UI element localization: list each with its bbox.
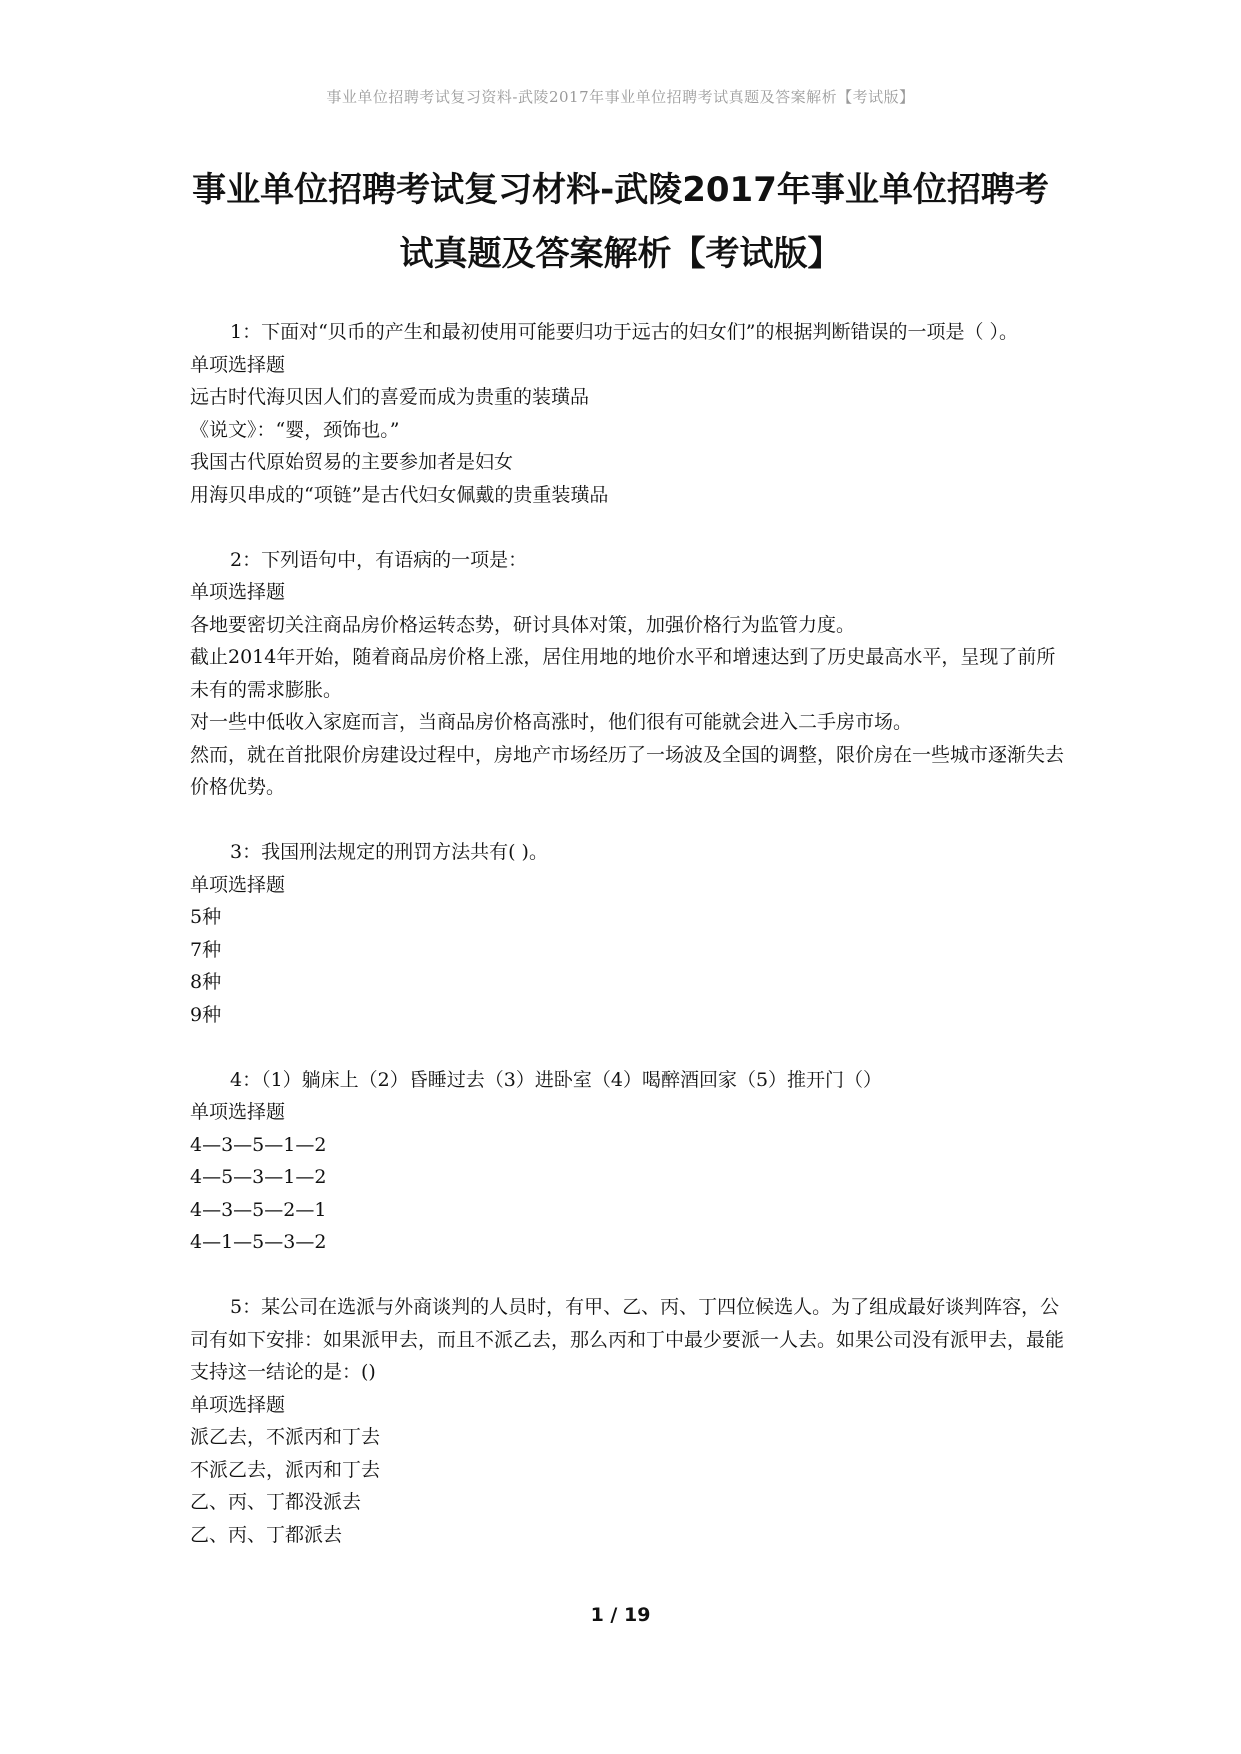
- answer-option: 4—5—3—1—2: [190, 1166, 327, 1188]
- document-title: [150, 158, 1091, 286]
- question-stem: 5：某公司在选派与外商谈判的人员时，有甲、乙、丙、丁四位候选人。为了组成最好谈判阵容，公司有如下安排：如果派甲去，而且不派乙去，那么丙和丁中最少要派一人去。如果公司没有派甲去，最能支持这一结论的是：(): [190, 1296, 1065, 1383]
- answer-option: 乙、丙、丁都派去: [190, 1523, 343, 1546]
- question-2: [190, 544, 1070, 804]
- question-1: [190, 316, 1070, 511]
- answer-option: 远古时代海贝因人们的喜爱而成为贵重的装璜品: [190, 386, 590, 408]
- question-3: [190, 836, 1070, 1031]
- question-type: 单项选择题: [190, 873, 286, 896]
- question-stem: 3：我国刑法规定的刑罚方法共有( )。: [230, 841, 548, 863]
- question-stem: 4：（1）躺床上（2）昏睡过去（3）进卧室（4）喝醉酒回家（5）推开门（）: [230, 1068, 883, 1091]
- question-list: [190, 316, 1070, 1584]
- answer-option: 4—3—5—1—2: [190, 1133, 327, 1156]
- answer-option: 8种: [190, 971, 222, 993]
- answer-option: 然而，就在首批限价房建设过程中，房地产市场经历了一场波及全国的调整，限价房在一些城市逐渐失去价格优势。: [190, 743, 1065, 798]
- answer-option: 《说文》：“婴，颈饰也。”: [190, 418, 400, 441]
- answer-option: 5种: [190, 906, 222, 928]
- question-type: 单项选择题: [190, 353, 286, 376]
- answer-option: 9种: [190, 1003, 222, 1026]
- answer-option: 7种: [190, 938, 222, 961]
- document-title-line-1: 事业单位招聘考试复习材料-武陵2017年事业单位招聘考: [192, 170, 1049, 210]
- document-title-line-2: 试真题及答案解析【考试版】: [399, 234, 842, 274]
- answer-option: 派乙去，不派丙和丁去: [190, 1426, 381, 1448]
- answer-option: 对一些中低收入家庭而言，当商品房价格高涨时，他们很有可能就会进入二手房市场。: [190, 711, 913, 733]
- answer-option: 不派乙去，派丙和丁去: [190, 1458, 381, 1481]
- page-number: 1 / 19: [590, 1604, 651, 1626]
- running-header: 事业单位招聘考试复习资料-武陵2017年事业单位招聘考试真题及答案解析【考试版】: [326, 88, 915, 106]
- question-stem: 1：下面对“贝币的产生和最初使用可能要归功于远古的妇女们”的根据判断错误的一项是（ ）。: [230, 321, 1019, 343]
- question-stem: 2：下列语句中，有语病的一项是：: [230, 548, 528, 571]
- answer-option: 用海贝串成的“项链”是古代妇女佩戴的贵重装璜品: [190, 483, 609, 506]
- answer-option: 4—1—5—3—2: [190, 1231, 327, 1253]
- answer-option: 截止2014年开始，随着商品房价格上涨，居住用地的地价水平和增速达到了历史最高水平，呈现了前所未有的需求膨胀。: [190, 646, 1056, 701]
- question-5: [190, 1291, 1070, 1551]
- question-4: [190, 1064, 1070, 1259]
- question-type: 单项选择题: [190, 1101, 286, 1123]
- question-type: 单项选择题: [190, 1393, 286, 1416]
- answer-option: 4—3—5—2—1: [190, 1198, 327, 1221]
- answer-option: 各地要密切关注商品房价格运转态势，研讨具体对策，加强价格行为监管力度。: [190, 613, 856, 636]
- question-type: 单项选择题: [190, 581, 286, 603]
- answer-option: 我国古代原始贸易的主要参加者是妇女: [190, 451, 514, 473]
- answer-option: 乙、丙、丁都没派去: [190, 1491, 362, 1513]
